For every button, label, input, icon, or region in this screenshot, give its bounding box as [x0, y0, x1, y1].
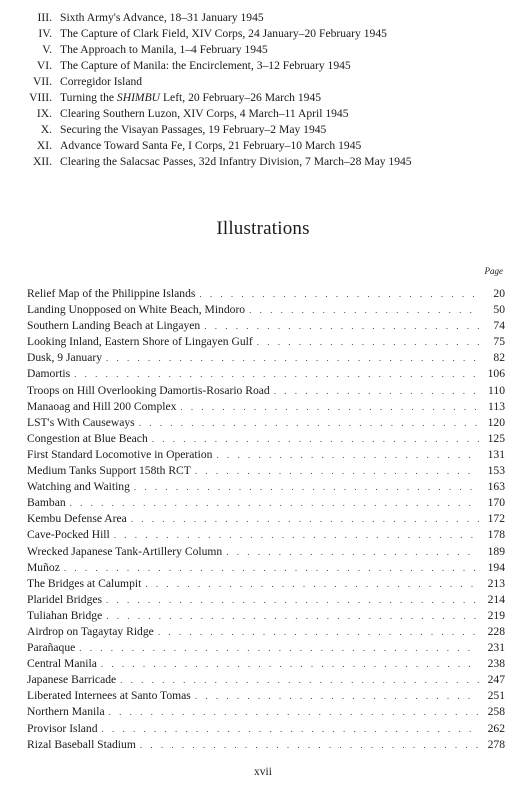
illustration-page-number: 82 — [493, 351, 505, 365]
illustration-title: Cave-Pocked Hill — [27, 528, 110, 542]
map-number: III. — [37, 11, 52, 24]
illustration-title: Medium Tanks Support 158th RCT — [27, 464, 191, 478]
illustration-entry — [27, 366, 505, 382]
map-title-part: Left, 20 February–26 March 1945 — [160, 91, 322, 104]
dot-leader — [74, 366, 479, 382]
map-title — [60, 90, 321, 106]
map-number: VIII. — [29, 91, 52, 104]
map-entry — [0, 74, 526, 90]
illustration-page-number: 110 — [488, 383, 505, 397]
illustration-page-number: 231 — [487, 641, 505, 655]
illustration-entry — [27, 688, 505, 704]
illustration-entry — [27, 383, 505, 399]
dot-leader — [101, 656, 479, 672]
dot-leader — [114, 527, 479, 543]
illustration-page-number: 219 — [487, 608, 505, 622]
illustration-page-number: 214 — [487, 592, 505, 606]
map-entry — [0, 122, 526, 138]
illustration-page-number: 163 — [487, 480, 505, 494]
map-entry — [0, 42, 526, 58]
map-entry — [0, 10, 526, 26]
dot-leader — [79, 640, 479, 656]
map-title: Sixth Army's Advance, 18–31 January 1945 — [60, 11, 264, 24]
map-entry — [0, 58, 526, 74]
illustration-page-number: 153 — [487, 464, 505, 478]
illustration-title: Troops on Hill Overlooking Damortis-Rosario Road — [27, 383, 270, 397]
map-entry — [0, 106, 526, 122]
dot-leader — [226, 544, 479, 560]
dot-leader — [102, 721, 479, 737]
illustration-entry — [27, 544, 505, 560]
illustration-title: Wrecked Japanese Tank-Artillery Column — [27, 544, 223, 558]
illustration-entry — [27, 608, 505, 624]
illustration-page-number: 247 — [487, 673, 505, 687]
dot-leader — [109, 704, 479, 720]
illustration-entry — [27, 350, 505, 366]
illustration-title: Provisor Island — [27, 721, 98, 735]
illustration-entry — [27, 592, 505, 608]
illustration-title: The Bridges at Calumpit — [27, 576, 142, 590]
section-heading: Illustrations — [216, 218, 310, 239]
illustration-entry — [27, 286, 505, 302]
illustrations-list — [27, 286, 505, 753]
illustration-entry — [27, 527, 505, 543]
illustration-title: Kembu Defense Area — [27, 512, 127, 526]
illustration-title: Congestion at Blue Beach — [27, 431, 148, 445]
dot-leader — [131, 511, 479, 527]
illustration-page-number: 262 — [487, 721, 505, 735]
illustration-title: Central Manila — [27, 657, 97, 671]
illustration-page-number: 213 — [487, 576, 505, 590]
dot-leader — [106, 350, 479, 366]
map-title-part: Turning the — [60, 91, 117, 104]
illustration-title: Watching and Waiting — [27, 480, 130, 494]
dot-leader — [145, 576, 479, 592]
illustration-page-number: 75 — [493, 335, 505, 349]
dot-leader — [106, 608, 479, 624]
dot-leader — [64, 560, 479, 576]
illustration-entry — [27, 495, 505, 511]
illustration-title: Muñoz — [27, 560, 60, 574]
illustration-page-number: 20 — [493, 287, 505, 300]
illustration-entry — [27, 415, 505, 431]
dot-leader — [204, 318, 479, 334]
dot-leader — [140, 737, 479, 753]
illustration-page-number: 258 — [487, 705, 505, 719]
illustration-title: First Standard Locomotive in Operation — [27, 447, 213, 461]
illustration-title: Parañaque — [27, 641, 76, 655]
illustration-page-number: 172 — [487, 512, 505, 526]
map-entry — [0, 138, 526, 154]
map-title: The Capture of Clark Field, XIV Corps, 24 January–20 February 1945 — [60, 27, 387, 40]
dot-leader — [139, 415, 479, 431]
illustration-entry — [27, 640, 505, 656]
dot-leader — [195, 463, 479, 479]
dot-leader — [180, 399, 479, 415]
page-column-label: Page — [484, 266, 503, 276]
map-title: Securing the Visayan Passages, 19 February–2 May 1945 — [60, 123, 327, 136]
dot-leader — [257, 334, 479, 350]
map-title: The Capture of Manila: the Encirclement, 3–12 February 1945 — [60, 59, 351, 72]
illustration-entry — [27, 479, 505, 495]
map-number: IX. — [36, 107, 52, 120]
map-title: Clearing Southern Luzon, XIV Corps, 4 March–11 April 1945 — [60, 107, 349, 120]
map-title: Corregidor Island — [60, 75, 143, 88]
map-title: Advance Toward Santa Fe, I Corps, 21 February–10 March 1945 — [60, 139, 362, 152]
illustration-page-number: 228 — [487, 624, 505, 638]
illustration-entry — [27, 656, 505, 672]
illustration-page-number: 189 — [487, 544, 505, 558]
illustration-entry — [27, 431, 505, 447]
illustration-entry — [27, 560, 505, 576]
illustration-page-number: 131 — [487, 447, 505, 461]
illustration-entry — [27, 511, 505, 527]
illustration-title: Looking Inland, Eastern Shore of Lingayen Gulf — [27, 335, 253, 349]
dot-leader — [249, 302, 479, 318]
dot-leader — [106, 592, 479, 608]
map-title-italic: SHIMBU — [116, 91, 161, 104]
illustration-title: Manaoag and Hill 200 Complex — [27, 399, 177, 413]
dot-leader — [134, 479, 479, 495]
illustration-title: Tuliahan Bridge — [27, 608, 103, 622]
illustration-title: Relief Map of the Philippine Islands — [27, 287, 196, 300]
illustration-page-number: 251 — [487, 689, 505, 703]
illustration-entry — [27, 576, 505, 592]
map-entry — [0, 26, 526, 42]
map-number: IV. — [38, 27, 52, 40]
illustration-page-number: 238 — [487, 657, 505, 671]
illustration-title: Dusk, 9 January — [27, 351, 103, 365]
illustration-entry — [27, 302, 505, 318]
illustration-entry — [27, 737, 505, 753]
illustration-title: Bamban — [27, 496, 66, 510]
map-entry — [0, 154, 526, 170]
maps-list — [0, 10, 526, 170]
illustration-entry — [27, 334, 505, 350]
illustration-entry — [27, 704, 505, 720]
illustration-title: Northern Manila — [27, 705, 105, 719]
illustration-page-number: 125 — [487, 431, 505, 445]
illustration-title: Southern Landing Beach at Lingayen — [27, 319, 201, 333]
illustration-title: Landing Unopposed on White Beach, Mindoro — [27, 303, 246, 317]
illustration-page-number: 50 — [493, 303, 505, 317]
illustration-title: Liberated Internees at Santo Tomas — [27, 689, 191, 703]
illustration-entry — [27, 463, 505, 479]
illustration-page-number: 278 — [487, 737, 505, 751]
illustration-entry — [27, 721, 505, 737]
dot-leader — [120, 672, 479, 688]
illustration-entry — [27, 624, 505, 640]
illustration-title: Plaridel Bridges — [27, 592, 103, 606]
illustration-entry — [27, 447, 505, 463]
illustration-page-number: 170 — [487, 496, 505, 510]
map-number: XI. — [36, 139, 52, 152]
map-number: XII. — [33, 155, 52, 168]
illustration-page-number: 194 — [487, 560, 505, 574]
map-number: VII. — [33, 75, 52, 88]
dot-leader — [158, 624, 479, 640]
dot-leader — [195, 688, 479, 704]
illustration-title: Airdrop on Tagaytay Ridge — [27, 624, 154, 638]
map-number: V. — [42, 43, 52, 56]
dot-leader — [216, 447, 479, 463]
dot-leader — [152, 431, 479, 447]
map-title: The Approach to Manila, 1–4 February 1945 — [60, 43, 268, 56]
illustration-entry — [27, 318, 505, 334]
illustration-page-number: 106 — [487, 367, 505, 381]
dot-leader — [274, 383, 479, 399]
illustration-entry — [27, 399, 505, 415]
dot-leader — [199, 286, 479, 302]
map-number: VI. — [36, 59, 52, 72]
illustration-title: LST's With Causeways — [27, 415, 135, 429]
illustration-page-number: 178 — [487, 528, 505, 542]
illustration-page-number: 113 — [488, 399, 505, 413]
map-entry — [0, 90, 526, 106]
illustration-page-number: 120 — [487, 415, 505, 429]
dot-leader — [70, 495, 479, 511]
map-title: Clearing the Salacsac Passes, 32d Infantry Division, 7 March–28 May 1945 — [60, 155, 412, 168]
page-folio: xvii — [254, 766, 272, 778]
map-number: X. — [40, 123, 52, 136]
illustration-title: Damortis — [27, 367, 71, 381]
illustration-entry — [27, 672, 505, 688]
illustration-title: Rizal Baseball Stadium — [27, 737, 136, 751]
illustration-title: Japanese Barricade — [27, 673, 117, 687]
illustration-page-number: 74 — [493, 319, 505, 333]
